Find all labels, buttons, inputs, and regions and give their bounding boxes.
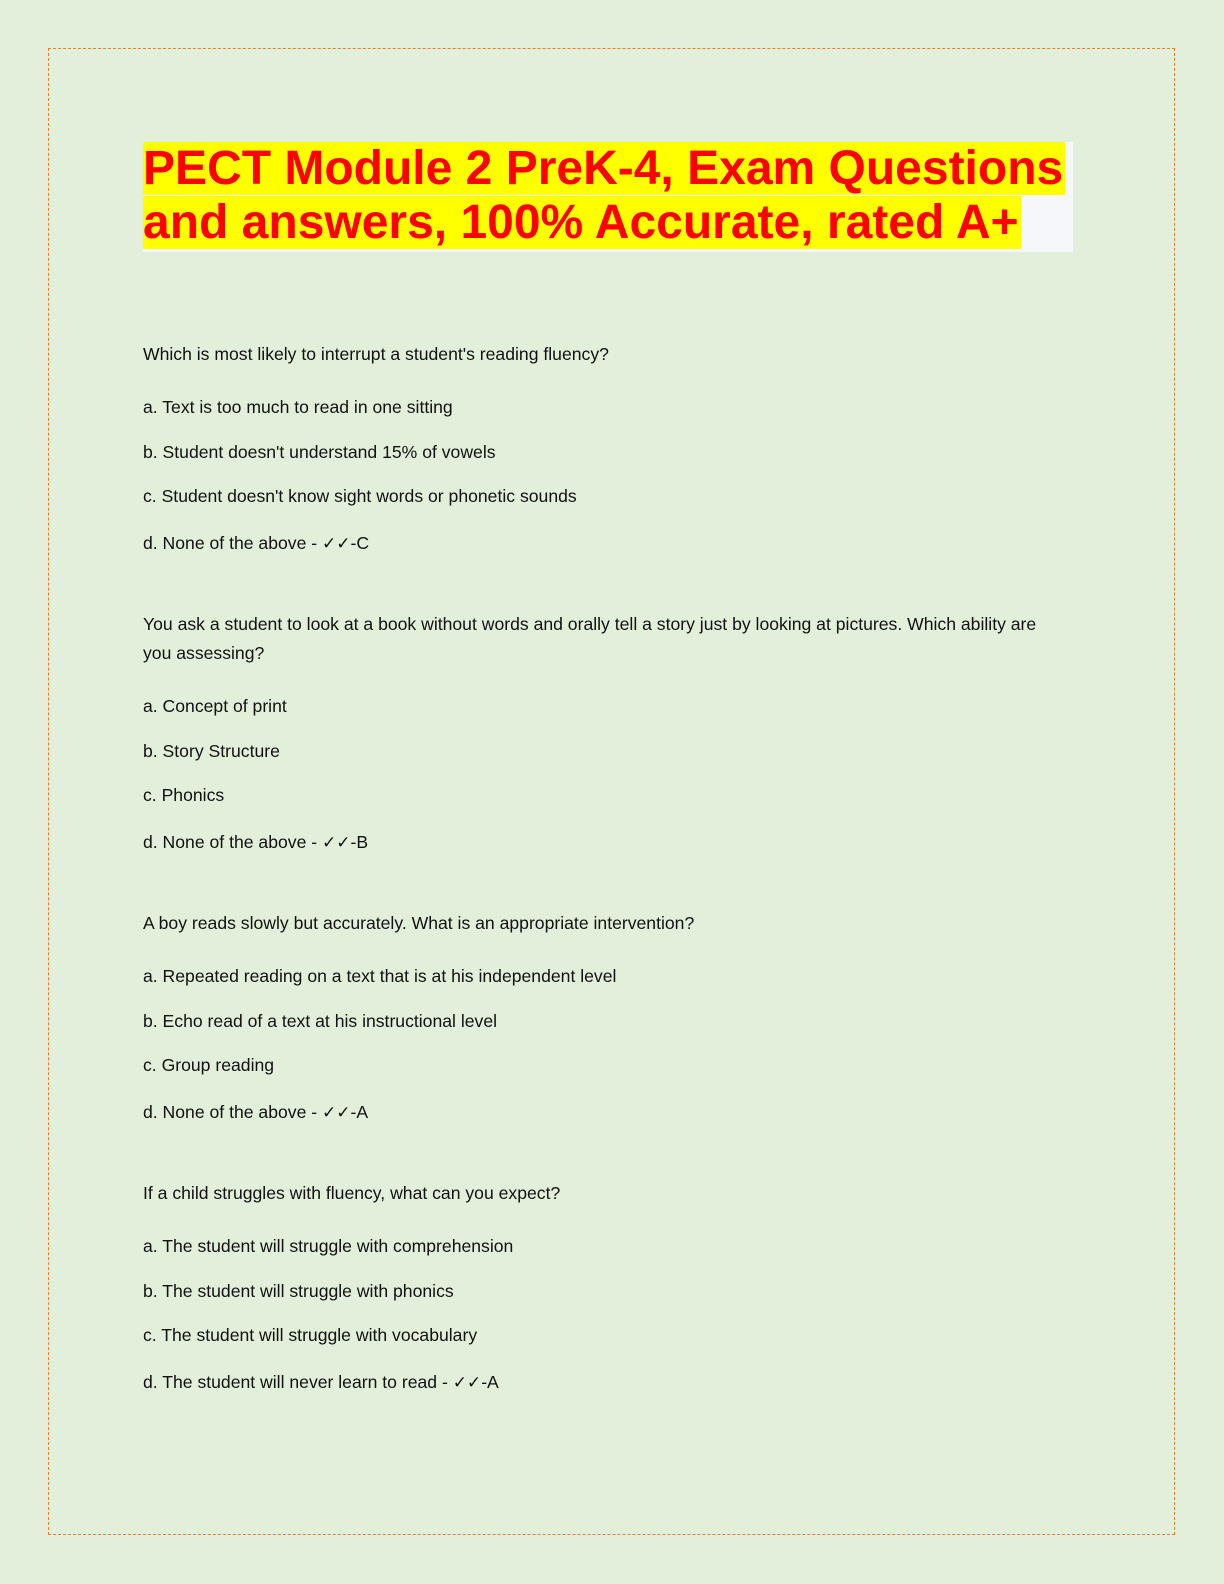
option-c: c. Phonics	[143, 785, 225, 806]
option-d-text: d. The student will never learn to read -	[143, 1371, 453, 1392]
option-b: b. The student will struggle with phonics	[143, 1280, 454, 1301]
option-b: b. Story Structure	[143, 740, 280, 761]
question-3	[143, 909, 1043, 1138]
option-d-text: d. None of the above -	[143, 532, 322, 553]
option-a: a. Repeated reading on a text that is at his independent level	[143, 966, 617, 986]
option-c: c. Group reading	[143, 1055, 275, 1076]
option-d	[143, 519, 1043, 569]
answer: -C	[350, 532, 370, 553]
option-c: c. The student will struggle with vocabulary	[143, 1325, 478, 1346]
question-2	[143, 610, 1043, 868]
title-block	[143, 142, 1073, 252]
option-d	[143, 1088, 1043, 1138]
question-stem: A boy reads slowly but accurately. What is an appropriate intervention?	[143, 913, 695, 933]
option-c: c. Student doesn't know sight words or phonetic sounds	[143, 486, 577, 507]
check-icon: ✓✓	[322, 832, 351, 853]
answer: -B	[350, 831, 369, 852]
question-stem: Which is most likely to interrupt a student's reading fluency?	[143, 344, 609, 364]
option-a: a. Text is too much to read in one sitting	[143, 397, 453, 417]
answer: -A	[481, 1371, 499, 1392]
option-b: b. Student doesn't understand 15% of vowels	[143, 441, 496, 462]
question-stem: If a child struggles with fluency, what can you expect?	[143, 1183, 561, 1203]
option-b: b. Echo read of a text at his instructional level	[143, 1010, 498, 1031]
option-d-text: d. None of the above -	[143, 1101, 322, 1122]
option-a: a. The student will struggle with comprehension	[143, 1236, 514, 1256]
answer: -A	[350, 1101, 369, 1122]
check-icon: ✓✓	[322, 533, 351, 554]
check-icon: ✓✓	[322, 1102, 351, 1123]
option-d-text: d. None of the above -	[143, 831, 322, 852]
option-a: a. Concept of print	[143, 696, 287, 716]
document-title	[143, 142, 1065, 250]
question-4	[143, 1179, 1043, 1408]
question-stem: You ask a student to look at a book without words and orally tell a story just by looking at pictures. Which ability are you assessing?	[143, 614, 1037, 663]
check-icon: ✓✓	[452, 1372, 482, 1393]
option-d	[143, 1358, 1043, 1408]
option-d	[143, 818, 1043, 868]
title-line-2: and answers, 100% Accurate, rated A+	[143, 196, 1019, 249]
title-line-1: PECT Module 2 PreK-4, Exam Questions	[143, 142, 1064, 195]
question-1	[143, 340, 1043, 569]
